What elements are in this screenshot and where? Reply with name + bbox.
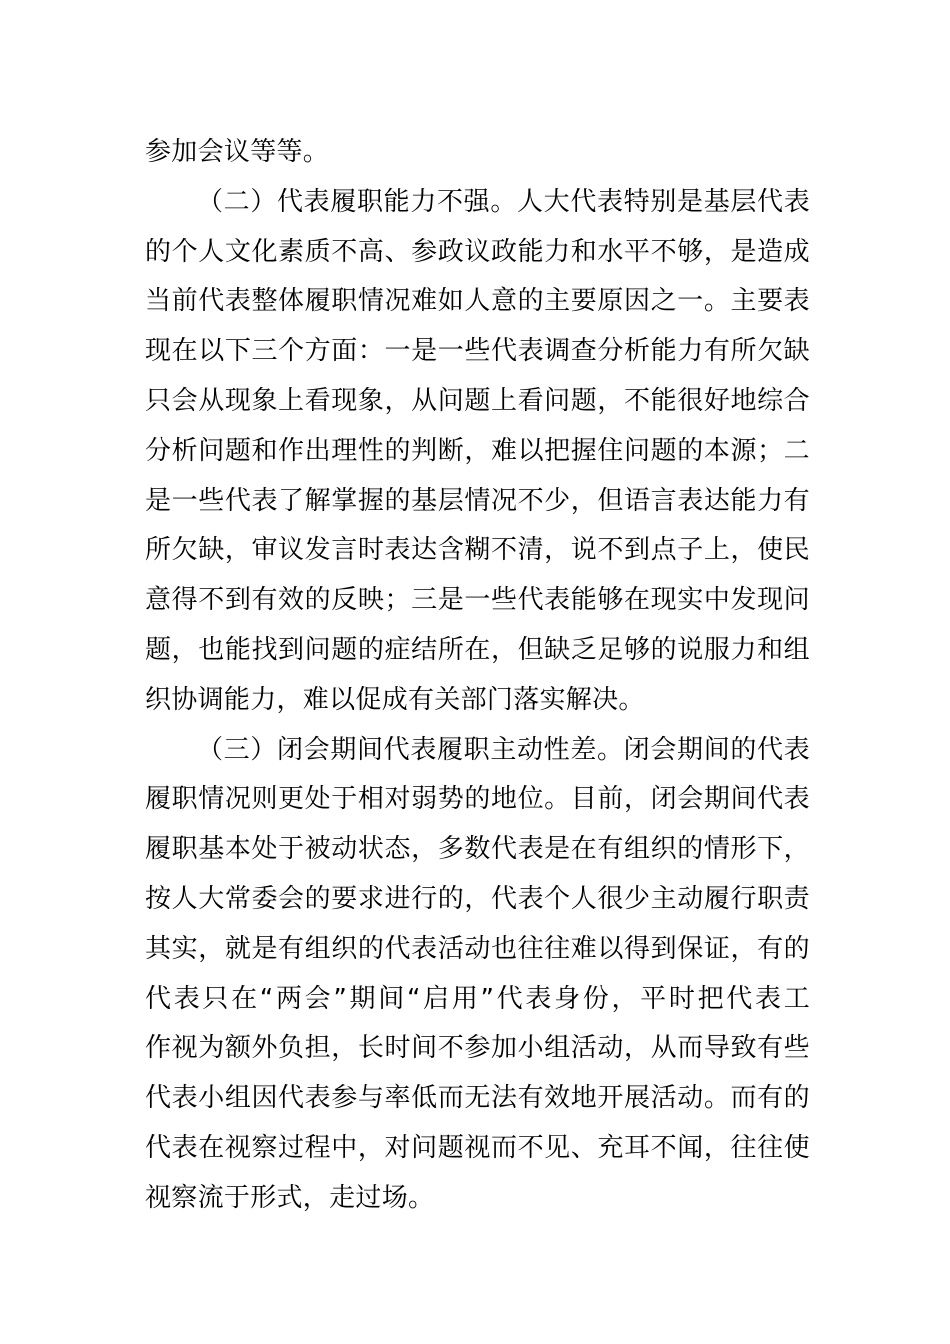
text-line: 是一些代表了解掌握的基层情况不少，但语言表达能力有 xyxy=(145,485,810,516)
text-line: 代表小组因代表参与率低而无法有效地开展活动。而有的 xyxy=(145,1083,810,1114)
text-line: 履职情况则更处于相对弱势的地位。目前，闭会期间代表 xyxy=(145,784,810,815)
text-line: 所欠缺，审议发言时表达含糊不清，说不到点子上，使民 xyxy=(145,535,810,566)
text-line: 履职基本处于被动状态，多数代表是在有组织的情形下， xyxy=(145,834,810,865)
text-line: 作视为额外负担，长时间不参加小组活动，从而导致有些 xyxy=(145,1033,810,1064)
text-line: 织协调能力，难以促成有关部门落实解决。 xyxy=(145,684,645,715)
text-line: 代表只在“两会”期间“启用”代表身份，平时把代表工 xyxy=(145,983,810,1014)
text-line: 只会从现象上看现象，从问题上看问题，不能很好地综合 xyxy=(145,385,810,416)
text-line: 分析问题和作出理性的判断，难以把握住问题的本源；二 xyxy=(145,435,810,466)
text-line: 按人大常委会的要求进行的，代表个人很少主动履行职责 xyxy=(145,883,810,914)
body-text xyxy=(145,128,810,1224)
text-line: 现在以下三个方面：一是一些代表调查分析能力有所欠缺 xyxy=(145,336,810,367)
text-line: 其实，就是有组织的代表活动也往往难以得到保证，有的 xyxy=(145,933,810,964)
text-line: 的个人文化素质不高、参政议政能力和水平不够，是造成 xyxy=(145,236,810,267)
text-line: 当前代表整体履职情况难如人意的主要原因之一。主要表 xyxy=(145,286,810,317)
text-line: 代表在视察过程中，对问题视而不见、充耳不闻，往往使 xyxy=(145,1132,810,1163)
text-line: 题，也能找到问题的症结所在，但缺乏足够的说服力和组 xyxy=(145,634,810,665)
text-line: 参加会议等等。 xyxy=(145,137,330,167)
text-line: 意得不到有效的反映；三是一些代表能够在现实中发现问 xyxy=(145,585,810,616)
text-line: （三）闭会期间代表履职主动性差。闭会期间的代表 xyxy=(197,734,810,765)
text-line: 视察流于形式，走过场。 xyxy=(145,1182,435,1213)
text-line: （二）代表履职能力不强。人大代表特别是基层代表 xyxy=(197,186,810,217)
